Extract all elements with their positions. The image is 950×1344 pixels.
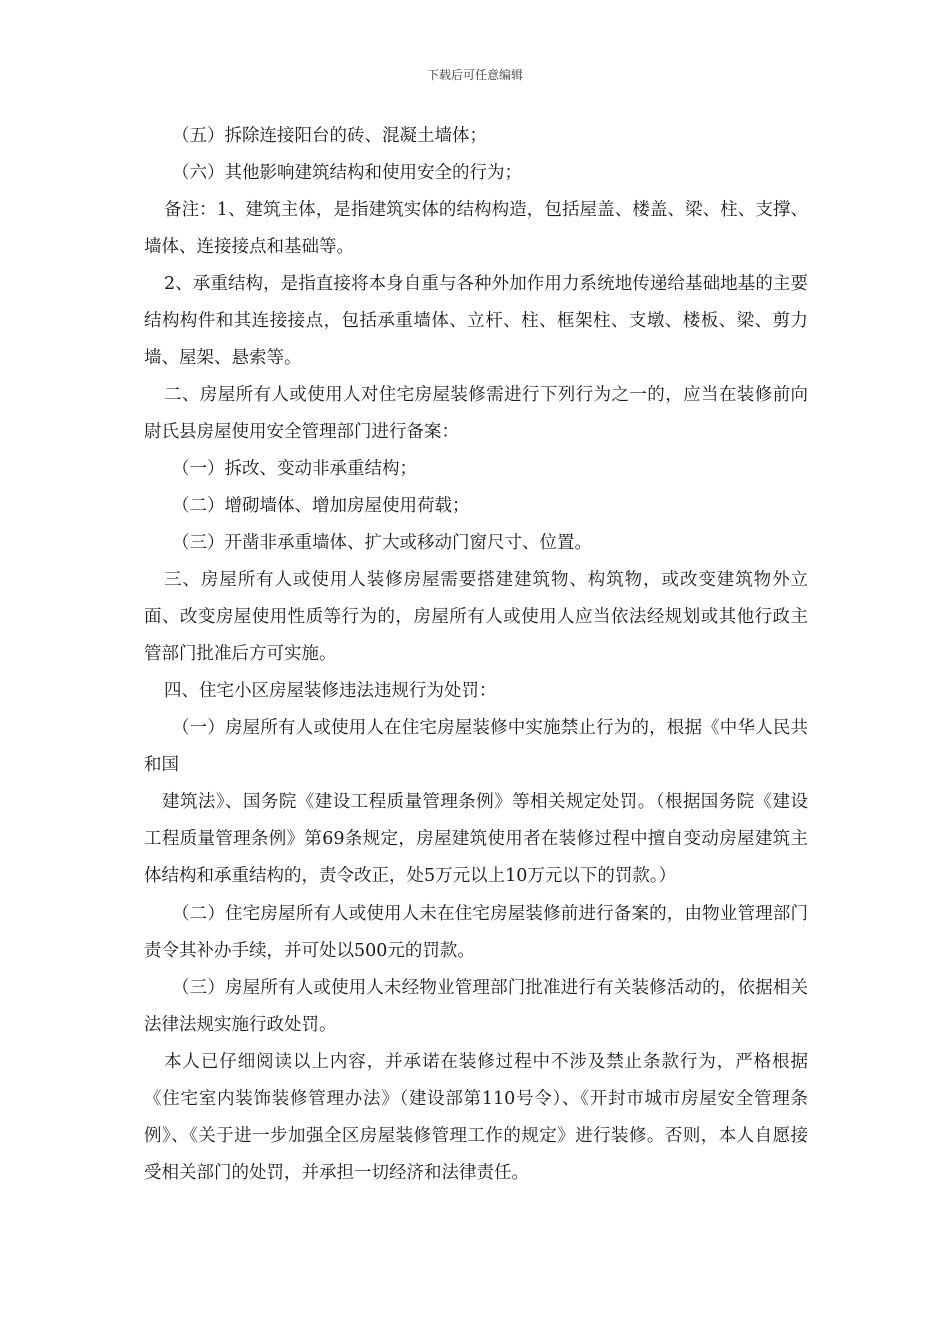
paragraph-section-2: 二、房屋所有人或使用人对住宅房屋装修需进行下列行为之一的，应当在装修前向尉氏县房屋使用安全管理部门进行备案： bbox=[144, 385, 808, 442]
paragraph-note-2: 2、承重结构，是指直接将本身自重与各种外加作用力系统地传递给基础地基的主要结构构件和其连接接点，包括承重墙体、立杆、柱、框架柱、支墩、楼板、梁、剪力墙、屋架、悬索等。 bbox=[144, 274, 808, 368]
paragraph-note-1: 备注：1、建筑主体，是指建筑实体的结构构造，包括屋盖、楼盖、梁、柱、支撑、墙体、连接接点和基础等。 bbox=[144, 200, 808, 257]
paragraph-section-4-item-1: （一）房屋所有人或使用人在住宅房屋装修中实施禁止行为的，根据《中华人民共和国 bbox=[144, 718, 808, 775]
paragraph-item-6: （六）其他影响建筑结构和使用安全的行为； bbox=[172, 163, 522, 183]
paragraph-section-3: 三、房屋所有人或使用人装修房屋需要搭建建筑物、构筑物，或改变建筑物外立面、改变房屋使用性质等行为的，房屋所有人或使用人应当依法经规划或其他行政主管部门批准后方可实施。 bbox=[144, 570, 808, 664]
paragraph-section-4-item-1-cont: 建筑法》、国务院《建设工程质量管理条例》等相关规定处罚。（根据国务院《建设工程质量管理条例》第69条规定，房屋建筑使用者在装修过程中擅自变动房屋建筑主体结构和承重结构的，责令改正，处5万元以上10万元以下的罚款。） bbox=[144, 792, 808, 886]
paragraph-item-5: （五）拆除连接阳台的砖、混凝土墙体； bbox=[172, 126, 487, 146]
paragraph-section-2-item-1: （一）拆改、变动非承重结构； bbox=[172, 459, 417, 479]
paragraph-section-4-item-3: （三）房屋所有人或使用人未经物业管理部门批准进行有关装修活动的，依据相关法律法规实施行政处罚。 bbox=[144, 978, 808, 1035]
paragraph-section-4: 四、住宅小区房屋装修违法违规行为处罚： bbox=[164, 681, 497, 701]
page-header: 下载后可任意编辑 bbox=[426, 68, 523, 82]
document-body bbox=[144, 118, 808, 1192]
paragraph-section-2-item-2: （二）增砌墙体、增加房屋使用荷载； bbox=[172, 496, 470, 516]
paragraph-section-2-item-3: （三）开凿非承重墙体、扩大或移动门窗尺寸、位置。 bbox=[172, 533, 592, 553]
paragraph-commitment: 本人已仔细阅读以上内容，并承诺在装修过程中不涉及禁止条款行为，严格根据《住宅室内装饰装修管理办法》（建设部第110号令）、《开封市城市房屋安全管理条例》、《关于进一步加强全区房屋装修管理工作的规定》进行装修。否则，本人自愿接受相关部门的处罚，并承担一切经济和法律责任。 bbox=[144, 1052, 808, 1183]
paragraph-section-4-item-2: （二）住宅房屋所有人或使用人未在住宅房屋装修前进行备案的，由物业管理部门责令其补办手续，并可处以500元的罚款。 bbox=[144, 904, 808, 961]
